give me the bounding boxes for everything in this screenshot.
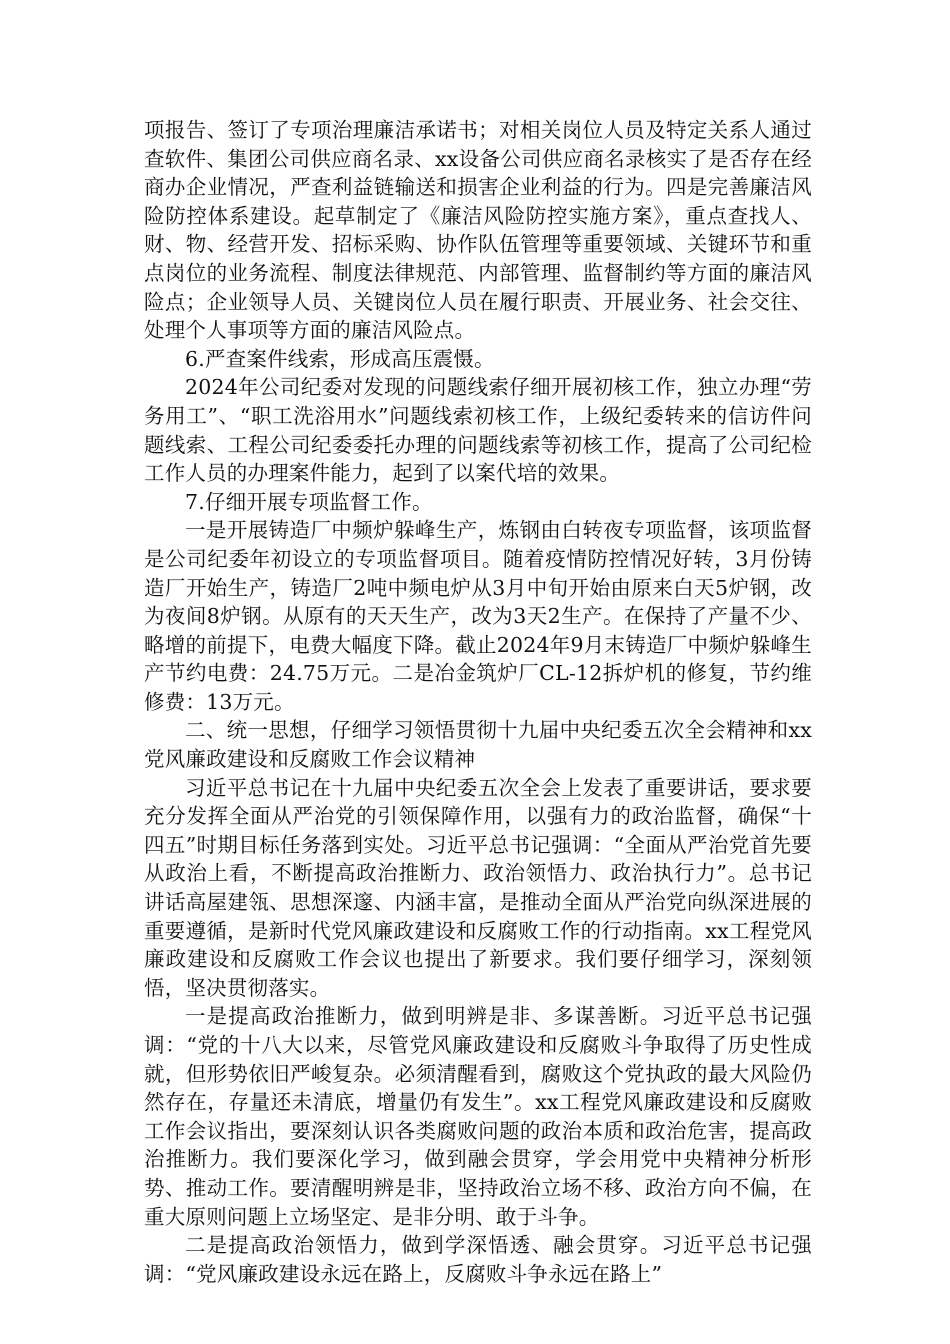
paragraph-case-clues: 2024年公司纪委对发现的问题线索仔细开展初核工作，独立办理“劳务用工”、“职工洗浴用水”问题线索初核工作，上级纪委转来的信访件问题线索、工程公司纪委委托办理的问题线索等初核工作，提高了公司纪检工作人员的办理案件能力，起到了以案代培的效果。 bbox=[144, 375, 812, 486]
paragraph-political-understanding: 二是提高政治领悟力，做到学深悟透、融会贯穿。习近平总书记强调：“党风廉政建设永远在路上，反腐败斗争永远在路上” bbox=[144, 1233, 812, 1286]
section-heading-part-two: 二、统一思想，仔细学习领悟贯彻十九届中央纪委五次全会精神和xx党风廉政建设和反腐败工作会议精神 bbox=[144, 718, 812, 772]
paragraph-political-judgment: 一是提高政治推断力，做到明辨是非、多谋善断。习近平总书记强调：“党的十八大以来，尽管党风廉政建设和反腐败斗争取得了历史性成就，但形势依旧严峻复杂。必须清醒看到，腐败这个党执政的最大风险仍然存在，存量还未清底，增量仍有发生”。xx工程党风廉政建设和反腐败工作会议指出，要深刻认识各类腐败问题的政治本质和政治危害，提高政治推断力。我们要深化学习，做到融会贯穿，学会用党中央精神分析形势、推动工作。要清醒明辨是非，坚持政治立场不移、政治方向不偏，在重大原则问题上立场坚定、是非分明、敢于斗争。 bbox=[144, 1004, 812, 1229]
document-body bbox=[144, 116, 812, 1288]
paragraph-special-supervision: 一是开展铸造厂中频炉躲峰生产，炼钢由白转夜专项监督，该项监督是公司纪委年初设立的专项监督项目。随着疫情防控情况好转，3月份铸造厂开始生产，铸造厂2吨中频电炉从3月中旬开始由原来白天5炉钢，改为夜间8炉钢。从原有的天天生产，改为3天2生产。在保持了产量不少、略增的前提下，电费大幅度下降。截止2024年9月末铸造厂中频炉躲峰生产节约电费：24.75万元。二是冶金筑炉厂CL-12拆炉机的修复，节约维修费：13万元。 bbox=[144, 518, 812, 714]
section-heading-7: 7.仔细开展专项监督工作。 bbox=[185, 489, 433, 514]
paragraph-important-speech: 习近平总书记在十九届中央纪委五次全会上发表了重要讲话，要求要充分发挥全面从严治党的引领保障作用，以强有力的政治监督，确保“十四五”时期目标任务落到实处。习近平总书记强调：“全面从严治党首先要从政治上看，不断提高政治推断力、政治领悟力、政治执行力”。总书记讲话高屋建瓴、思想深邃、内涵丰富，是推动全面从严治党向纵深进展的重要遵循，是新时代党风廉政建设和反腐败工作的行动指南。xx工程党风廉政建设和反腐败工作会议也提出了新要求。我们要仔细学习，深刻领悟，坚决贯彻落实。 bbox=[144, 775, 812, 1000]
section-heading-6: 6.严查案件线索，形成高压震慑。 bbox=[185, 346, 495, 371]
paragraph-continuation: 项报告、签订了专项治理廉洁承诺书；对相关岗位人员及特定关系人通过查软件、集团公司供应商名录、xx设备公司供应商名录核实了是否存在经商办企业情况，严查利益链输送和损害企业利益的行为。四是完善廉洁风险防控体系建设。起草制定了《廉洁风险防控实施方案》，重点查找人、财、物、经营开发、招标采购、协作队伍管理等重要领域、关键环节和重点岗位的业务流程、制度法律规范、内部管理、监督制约等方面的廉洁风险点；企业领导人员、关键岗位人员在履行职责、开展业务、社会交往、处理个人事项等方面的廉洁风险点。 bbox=[144, 118, 812, 343]
